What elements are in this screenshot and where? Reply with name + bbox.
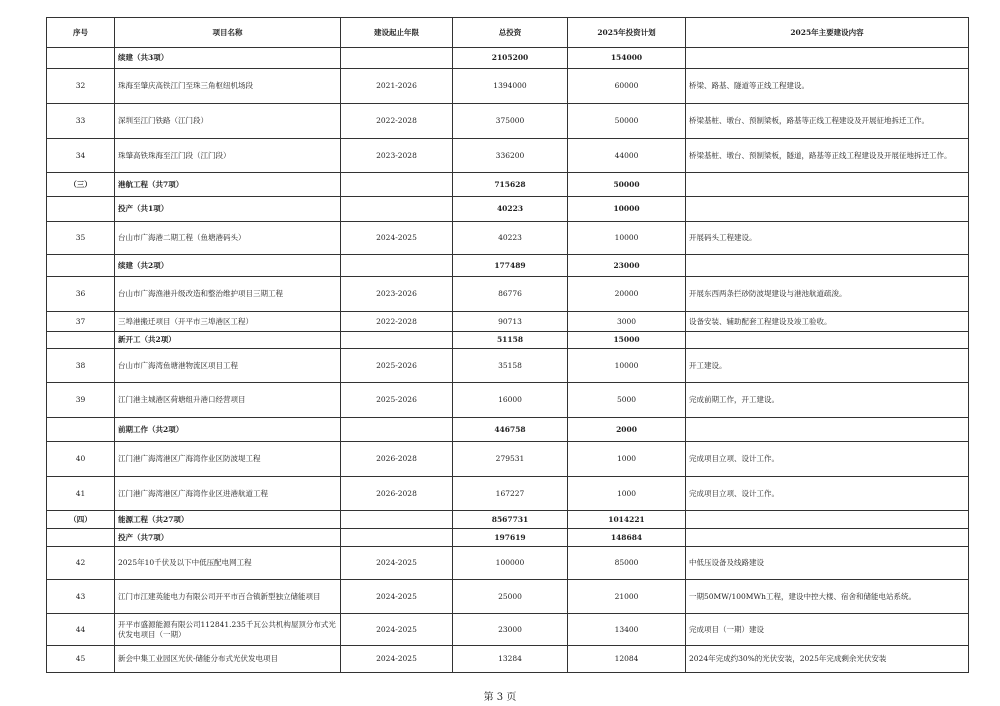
table-header-row — [47, 18, 969, 48]
main-content-2025-cell: 开工建设。 — [686, 349, 969, 383]
construction-period-cell — [341, 48, 453, 69]
subtotal-row — [47, 418, 969, 442]
total-investment-cell: 23000 — [453, 614, 568, 646]
project-name-cell: 2025年10千伏及以下中低压配电网工程 — [115, 547, 341, 580]
row-number-cell: 41 — [47, 477, 115, 511]
total-investment-cell: 13284 — [453, 646, 568, 673]
subtotal-row — [47, 511, 969, 529]
total-investment-cell: 40223 — [453, 222, 568, 255]
total-investment-cell: 1394000 — [453, 69, 568, 104]
header-cell: 总投资 — [453, 18, 568, 48]
project-name-cell: 珠肇高铁珠海至江门段（江门段） — [115, 139, 341, 173]
construction-period-cell — [341, 529, 453, 547]
main-content-2025-cell — [686, 48, 969, 69]
header-cell: 2025年投资计划 — [568, 18, 686, 48]
investment-plan-2025-cell: 20000 — [568, 277, 686, 312]
investment-plan-2025-cell: 85000 — [568, 547, 686, 580]
row-number-cell — [47, 255, 115, 277]
project-name-cell: 投产（共7项） — [115, 529, 341, 547]
total-investment-cell: 167227 — [453, 477, 568, 511]
table-row — [47, 139, 969, 173]
investment-plan-2025-cell: 23000 — [568, 255, 686, 277]
total-investment-cell: 177489 — [453, 255, 568, 277]
row-number-cell — [47, 332, 115, 349]
main-content-2025-cell: 桥梁基桩、墩台、预制梁板，路基等正线工程建设及开展征地拆迁工作。 — [686, 104, 969, 139]
row-number-cell: 40 — [47, 442, 115, 477]
project-name-cell: 续建（共3项） — [115, 48, 341, 69]
main-content-2025-cell: 完成前期工作，开工建设。 — [686, 383, 969, 418]
main-content-2025-cell: 开展码头工程建设。 — [686, 222, 969, 255]
table-body — [47, 48, 969, 673]
investment-plan-2025-cell: 50000 — [568, 173, 686, 197]
construction-period-cell: 2026-2028 — [341, 477, 453, 511]
project-name-cell: 江门市江建英能电力有限公司开平市百合镇新型独立储能项目 — [115, 580, 341, 614]
main-content-2025-cell: 开展东西两条拦砂防波堤建设与港池航道疏浚。 — [686, 277, 969, 312]
project-name-cell: 续建（共2项） — [115, 255, 341, 277]
investment-plan-2025-cell: 10000 — [568, 222, 686, 255]
row-number-cell: 33 — [47, 104, 115, 139]
construction-period-cell: 2024-2025 — [341, 614, 453, 646]
row-number-cell: 34 — [47, 139, 115, 173]
subtotal-row — [47, 48, 969, 69]
project-name-cell: 江门港广海湾港区广海湾作业区防波堤工程 — [115, 442, 341, 477]
construction-period-cell: 2025-2026 — [341, 349, 453, 383]
main-content-2025-cell: 一期50MW/100MWh工程，建设中控大楼、宿舍和储能电站系统。 — [686, 580, 969, 614]
main-content-2025-cell — [686, 418, 969, 442]
total-investment-cell: 336200 — [453, 139, 568, 173]
table-row — [47, 547, 969, 580]
row-number-cell: 42 — [47, 547, 115, 580]
project-name-cell: 投产（共1项） — [115, 197, 341, 222]
total-investment-cell: 35158 — [453, 349, 568, 383]
main-content-2025-cell — [686, 529, 969, 547]
table-row — [47, 580, 969, 614]
main-content-2025-cell — [686, 173, 969, 197]
construction-period-cell — [341, 255, 453, 277]
main-content-2025-cell: 桥梁、路基、隧道等正线工程建设。 — [686, 69, 969, 104]
subtotal-row — [47, 255, 969, 277]
row-number-cell — [47, 529, 115, 547]
project-name-cell: 新会中集工业园区光伏-储能分布式光伏发电项目 — [115, 646, 341, 673]
investment-plan-2025-cell: 44000 — [568, 139, 686, 173]
investment-plan-2025-cell: 148684 — [568, 529, 686, 547]
investment-plan-2025-cell: 1014221 — [568, 511, 686, 529]
project-name-cell: 台山市广海湾鱼塘港物流区项目工程 — [115, 349, 341, 383]
subtotal-row — [47, 197, 969, 222]
main-content-2025-cell: 桥梁基桩、墩台、预制梁板，隧道，路基等正线工程建设及开展征地拆迁工作。 — [686, 139, 969, 173]
row-number-cell: （四） — [47, 511, 115, 529]
investment-plan-2025-cell: 15000 — [568, 332, 686, 349]
row-number-cell: 36 — [47, 277, 115, 312]
row-number-cell: 35 — [47, 222, 115, 255]
row-number-cell: 32 — [47, 69, 115, 104]
row-number-cell: 39 — [47, 383, 115, 418]
total-investment-cell: 25000 — [453, 580, 568, 614]
main-content-2025-cell: 完成项目立项、设计工作。 — [686, 442, 969, 477]
table-row — [47, 222, 969, 255]
subtotal-row — [47, 332, 969, 349]
total-investment-cell: 375000 — [453, 104, 568, 139]
row-number-cell — [47, 418, 115, 442]
construction-period-cell: 2024-2025 — [341, 646, 453, 673]
project-name-cell: 港航工程（共7项） — [115, 173, 341, 197]
main-content-2025-cell: 完成项目立项、设计工作。 — [686, 477, 969, 511]
subtotal-row — [47, 529, 969, 547]
project-table — [46, 17, 969, 673]
table-row — [47, 277, 969, 312]
main-content-2025-cell — [686, 511, 969, 529]
investment-plan-2025-cell: 3000 — [568, 312, 686, 332]
main-content-2025-cell — [686, 197, 969, 222]
table-row — [47, 383, 969, 418]
construction-period-cell: 2023-2028 — [341, 139, 453, 173]
investment-plan-2025-cell: 2000 — [568, 418, 686, 442]
subtotal-row — [47, 173, 969, 197]
construction-period-cell — [341, 418, 453, 442]
construction-period-cell: 2024-2025 — [341, 222, 453, 255]
table-row — [47, 646, 969, 673]
project-name-cell: 江门港主城港区荷塘组升港口经营项目 — [115, 383, 341, 418]
row-number-cell — [47, 48, 115, 69]
construction-period-cell: 2026-2028 — [341, 442, 453, 477]
investment-plan-2025-cell: 5000 — [568, 383, 686, 418]
row-number-cell: 37 — [47, 312, 115, 332]
main-content-2025-cell: 中低压设备及线路建设 — [686, 547, 969, 580]
total-investment-cell: 2105200 — [453, 48, 568, 69]
project-name-cell: 新开工（共2项） — [115, 332, 341, 349]
construction-period-cell — [341, 173, 453, 197]
construction-period-cell: 2024-2025 — [341, 580, 453, 614]
investment-plan-2025-cell: 12084 — [568, 646, 686, 673]
main-content-2025-cell — [686, 332, 969, 349]
total-investment-cell: 715628 — [453, 173, 568, 197]
header-cell: 序号 — [47, 18, 115, 48]
row-number-cell: 38 — [47, 349, 115, 383]
row-number-cell: 43 — [47, 580, 115, 614]
project-name-cell: 台山市广海渔港升级改造和整治维护项目三期工程 — [115, 277, 341, 312]
construction-period-cell: 2025-2026 — [341, 383, 453, 418]
total-investment-cell: 16000 — [453, 383, 568, 418]
construction-period-cell: 2021-2026 — [341, 69, 453, 104]
main-content-2025-cell — [686, 255, 969, 277]
header-cell: 项目名称 — [115, 18, 341, 48]
total-investment-cell: 40223 — [453, 197, 568, 222]
header-cell: 2025年主要建设内容 — [686, 18, 969, 48]
table-row — [47, 69, 969, 104]
table-row — [47, 614, 969, 646]
page-number: 第 3 页 — [483, 692, 517, 703]
construction-period-cell — [341, 511, 453, 529]
row-number-cell: （三） — [47, 173, 115, 197]
investment-plan-2025-cell: 1000 — [568, 442, 686, 477]
row-number-cell: 44 — [47, 614, 115, 646]
total-investment-cell: 8567731 — [453, 511, 568, 529]
project-name-cell: 能源工程（共27项） — [115, 511, 341, 529]
investment-plan-2025-cell: 21000 — [568, 580, 686, 614]
project-name-cell: 开平市盛源能源有限公司112841.235千瓦公共机构屋顶分布式光伏发电项目（一期） — [115, 614, 341, 646]
total-investment-cell: 90713 — [453, 312, 568, 332]
project-name-cell: 三埠港搬迁项目（开平市三埠港区工程） — [115, 312, 341, 332]
table-row — [47, 349, 969, 383]
total-investment-cell: 51158 — [453, 332, 568, 349]
table-row — [47, 312, 969, 332]
construction-period-cell — [341, 332, 453, 349]
construction-period-cell: 2024-2025 — [341, 547, 453, 580]
total-investment-cell: 279531 — [453, 442, 568, 477]
construction-period-cell — [341, 197, 453, 222]
main-content-2025-cell: 设备安装、辅助配套工程建设及竣工验收。 — [686, 312, 969, 332]
construction-period-cell: 2023-2026 — [341, 277, 453, 312]
project-name-cell: 前期工作（共2项） — [115, 418, 341, 442]
table-row — [47, 477, 969, 511]
construction-period-cell: 2022-2028 — [341, 104, 453, 139]
main-content-2025-cell: 完成项目（一期）建设 — [686, 614, 969, 646]
project-name-cell: 江门港广海湾港区广海湾作业区进港航道工程 — [115, 477, 341, 511]
investment-plan-2025-cell: 1000 — [568, 477, 686, 511]
total-investment-cell: 86776 — [453, 277, 568, 312]
header-cell: 建设起止年限 — [341, 18, 453, 48]
investment-plan-2025-cell: 60000 — [568, 69, 686, 104]
table-row — [47, 442, 969, 477]
main-content-2025-cell: 2024年完成约30%的光伏安装，2025年完成剩余光伏安装 — [686, 646, 969, 673]
project-name-cell: 台山市广海港二期工程（鱼塘港码头） — [115, 222, 341, 255]
investment-plan-2025-cell: 10000 — [568, 349, 686, 383]
investment-plan-2025-cell: 50000 — [568, 104, 686, 139]
row-number-cell: 45 — [47, 646, 115, 673]
project-name-cell: 珠海至肇庆高铁江门至珠三角枢纽机场段 — [115, 69, 341, 104]
table-row — [47, 104, 969, 139]
investment-plan-2025-cell: 13400 — [568, 614, 686, 646]
construction-period-cell: 2022-2028 — [341, 312, 453, 332]
project-name-cell: 深圳至江门铁路（江门段） — [115, 104, 341, 139]
total-investment-cell: 197619 — [453, 529, 568, 547]
investment-plan-2025-cell: 154000 — [568, 48, 686, 69]
row-number-cell — [47, 197, 115, 222]
total-investment-cell: 100000 — [453, 547, 568, 580]
investment-plan-2025-cell: 10000 — [568, 197, 686, 222]
total-investment-cell: 446758 — [453, 418, 568, 442]
